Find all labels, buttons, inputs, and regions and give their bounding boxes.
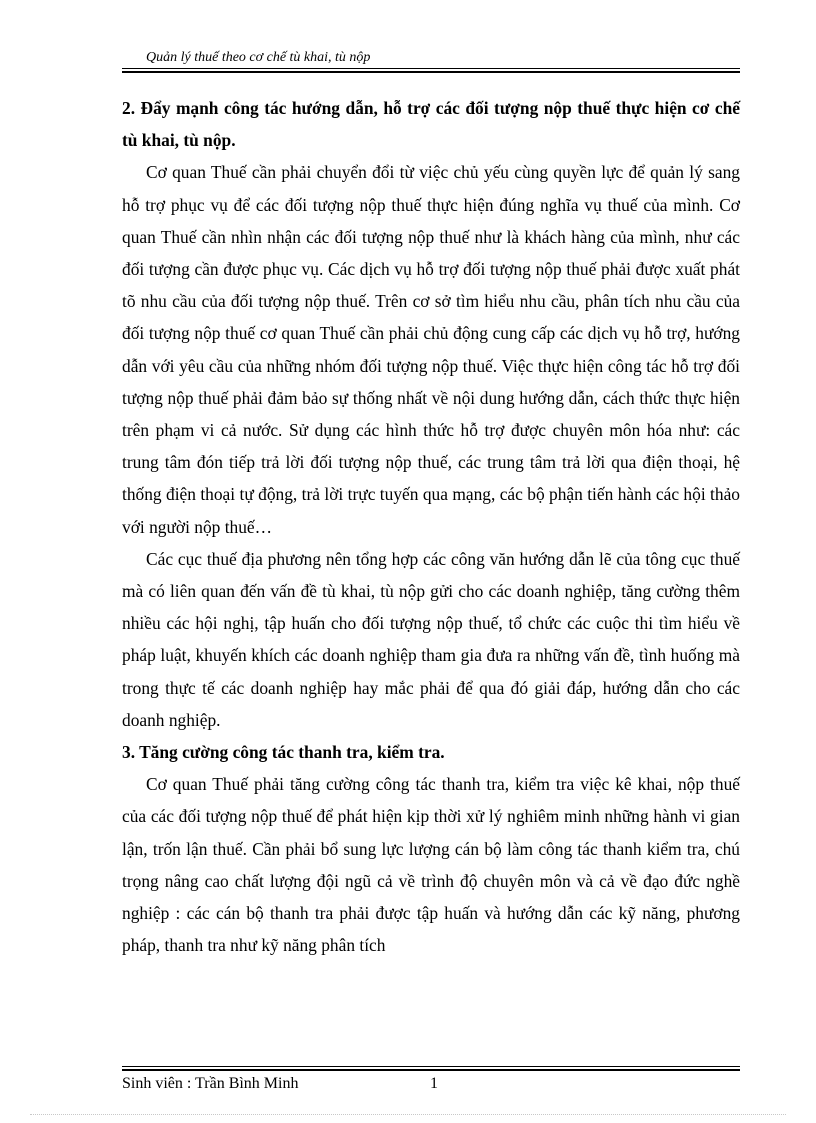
- section-2-heading: 2. Đẩy mạnh công tác hướng dẫn, hỗ trợ các đối tượng nộp thuế thực hiện cơ chế tù khai, tù nộp.: [122, 98, 740, 151]
- page-header: [122, 50, 740, 73]
- section-3-heading: 3. Tăng cường công tác thanh tra, kiểm tra.: [122, 742, 445, 763]
- section-2-paragraph-2: Các cục thuế địa phương nên tổng hợp các công văn hướng dẫn lẽ của tông cục thuế mà có liên quan đến vấn đề tù khai, tù nộp gửi cho các doanh nghiệp, tăng cường thêm nhiều các hội nghị, tập huấn cho đối tượng nộp thuế, tổ chức các cuộc thi tìm hiểu về pháp luật, khuyến khích các doanh nghiệp tham gia đưa ra những vấn đề, tình huống mà trong thực tế các doanh nghiệp hay mắc phải để qua đó giải đáp, hướng dẫn cho các doanh nghiệp.: [122, 548, 740, 730]
- section-2-paragraph-1: Cơ quan Thuế cần phải chuyển đổi từ việc chủ yếu cùng quyền lực để quản lý sang hỗ trợ phục vụ để các đối tượng nộp thuế thực hiện đúng nghĩa vụ thuế của mình. Cơ quan Thuế cần nhìn nhận các đối tượng nộp thuế như là khách hàng của mình, như các đối tượng cần được phục vụ. Các dịch vụ hỗ trợ đối tượng nộp thuế phải được xuất phát tõ nhu cầu của đối tượng nộp thuế. Trên cơ sở tìm hiểu nhu cầu, phân tích nhu cầu của đối tượng nộp thuế cơ quan Thuế cần phải chủ động cung cấp các dịch vụ hỗ trợ, hướng dẫn với yêu cầu của những nhóm đối tượng nộp thuế. Việc thực hiện công tác hỗ trợ đối tượng nộp thuế phải đảm bảo sự thống nhất về nội dung hướng dẫn, cách thức thực hiện trên phạm vi cả nước. Sử dụng các hình thức hỗ trợ được chuyên môn hóa như: các trung tâm đón tiếp trả lời đối tượng nộp thuế, các trung tâm trả lời qua điện thoại, hệ thống điện thoại tự động, trả lời trực tuyến qua mạng, các bộ phận tiến hành các hội thảo với người nộp thuế…: [122, 162, 740, 537]
- footer-row: [122, 1071, 740, 1093]
- page-number: 1: [430, 1075, 438, 1092]
- footer-student-name: Sinh viên : Trần Bình Minh: [122, 1075, 299, 1092]
- header-rule: [122, 68, 740, 73]
- page-bottom-divider: [30, 1114, 786, 1115]
- section-3-paragraph-1: Cơ quan Thuế phải tăng cường công tác thanh tra, kiểm tra việc kê khai, nộp thuế của các đối tượng nộp thuế để phát hiện kịp thời xử lý nghiêm minh những hành vi gian lận, trốn lận thuế. Cần phải bổ sung lực lượng cán bộ làm công tác thanh kiểm tra, chú trọng nâng cao chất lượng đội ngũ cả về trình độ chuyên môn và cả về đạo đức nghề nghiệp : các cán bộ thanh tra phải được tập huấn và hướng dẫn các kỹ năng, phương pháp, thanh tra như kỹ năng phân tích: [122, 774, 740, 956]
- document-body: [122, 92, 740, 961]
- header-title: Quản lý thuế theo cơ chế tù khai, tù nộp: [146, 50, 371, 65]
- page-footer: [122, 1066, 740, 1093]
